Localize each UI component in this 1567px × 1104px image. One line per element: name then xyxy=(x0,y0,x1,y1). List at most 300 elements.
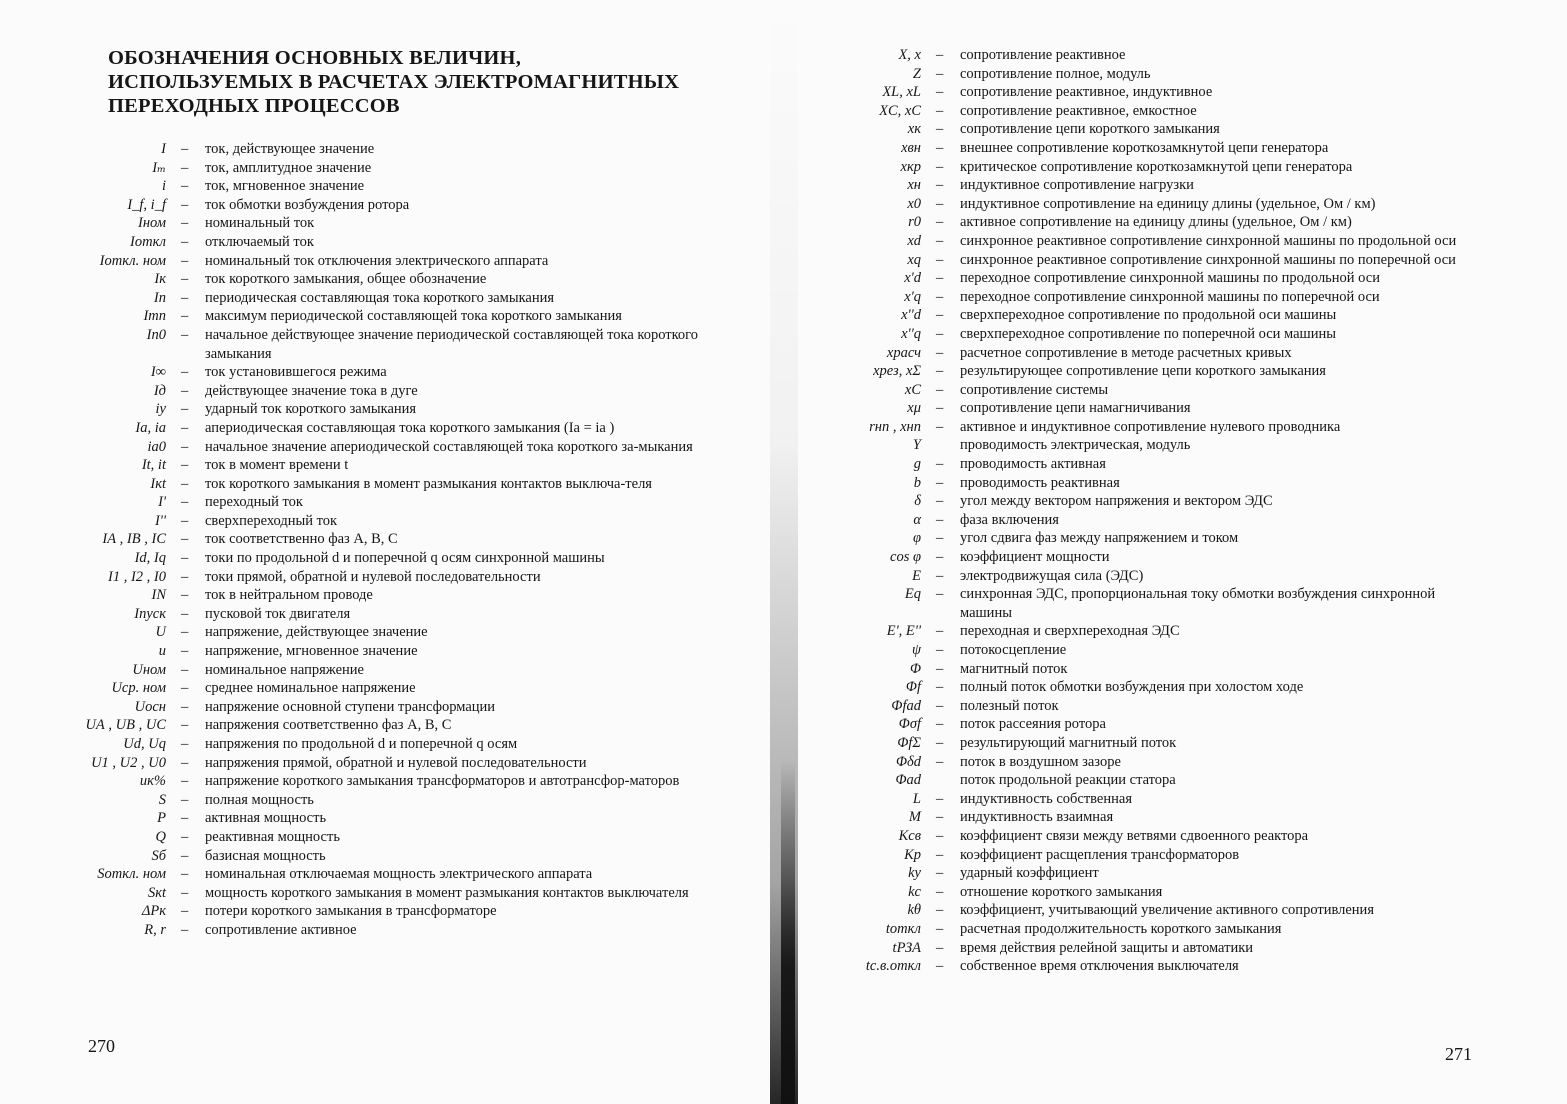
symbol-description: номинальный ток отключения электрического аппарата xyxy=(205,252,549,269)
dash: – xyxy=(936,734,944,751)
symbol-entry xyxy=(834,251,1460,270)
dash: – xyxy=(936,121,944,138)
symbol: Eq xyxy=(904,586,921,603)
symbol-entry xyxy=(834,344,1460,363)
dash: – xyxy=(181,531,189,548)
symbol: I' xyxy=(158,494,166,511)
symbol-entry xyxy=(70,605,702,624)
symbol-description: проводимость электрическая, модуль xyxy=(960,437,1191,454)
symbol-description: апериодическая составляющая тока короткого замыкания (Iа = iа ) xyxy=(205,419,615,436)
dash: – xyxy=(936,158,944,175)
symbol: E', E'' xyxy=(886,623,921,640)
symbol: ΦfΣ xyxy=(897,734,921,751)
symbol-entry xyxy=(834,120,1460,139)
symbol: g xyxy=(913,456,921,473)
symbol-entry xyxy=(834,399,1460,418)
symbol-description: внешнее сопротивление короткозамкнутой цепи генератора xyxy=(960,139,1329,156)
symbol-entry xyxy=(70,512,702,531)
symbol-entry xyxy=(70,382,702,401)
symbol: Uном xyxy=(132,661,166,678)
symbol-description: базисная мощность xyxy=(205,847,326,864)
dash: – xyxy=(181,401,189,418)
symbol-description: потокосцепление xyxy=(960,642,1067,658)
dash: – xyxy=(936,753,944,770)
dash: – xyxy=(181,252,189,269)
dash: – xyxy=(936,809,944,826)
symbol-entry xyxy=(834,567,1460,586)
symbol: b xyxy=(913,474,921,491)
symbol-description: начальное значение апериодической составляющей тока короткого за-мыкания xyxy=(205,438,693,455)
symbol-entry xyxy=(834,102,1460,121)
symbol-entry xyxy=(834,753,1460,772)
symbol-description: проводимость реактивная xyxy=(960,474,1120,491)
page-number: 270 xyxy=(88,1036,115,1056)
dash: – xyxy=(936,139,944,156)
symbol-description: ток, амплитудное значение xyxy=(205,159,372,176)
dash: – xyxy=(181,903,189,920)
symbol: i xyxy=(161,178,166,195)
symbol-entry xyxy=(70,159,702,178)
symbol-description: переходная и сверхпереходная ЭДС xyxy=(960,623,1180,640)
symbol-entry xyxy=(834,864,1460,883)
dash: – xyxy=(181,178,189,195)
symbol: rнп , xнп xyxy=(869,418,921,435)
symbol-description: сопротивление реактивное xyxy=(960,47,1126,63)
symbol-description: отключаемый ток xyxy=(205,233,314,250)
symbol: R, r xyxy=(144,921,166,938)
symbol-description: ток, мгновенное значение xyxy=(205,178,365,195)
symbol: I1 , I2 , I0 xyxy=(108,568,166,585)
symbol: xкр xyxy=(900,158,921,175)
symbol-description: напряжения прямой, обратной и нулевой последовательности xyxy=(205,754,587,771)
dash: – xyxy=(936,586,944,603)
dash: – xyxy=(181,382,189,399)
dash: – xyxy=(936,214,944,231)
symbol: φ xyxy=(912,530,921,547)
dash: – xyxy=(936,381,944,398)
symbol-entry xyxy=(70,270,702,289)
dash: – xyxy=(181,866,189,883)
dash: – xyxy=(936,865,944,882)
symbol-description: активная мощность xyxy=(205,810,327,827)
symbol-description: сопротивление цепи короткого замыкания xyxy=(960,121,1220,138)
symbol-description: сопротивление системы xyxy=(960,381,1109,398)
symbol-entry xyxy=(70,828,702,847)
symbol-entry xyxy=(834,83,1460,102)
symbol: Iпуск xyxy=(134,605,166,622)
symbol-description: коэффициент расщепления трансформаторов xyxy=(960,846,1240,863)
symbol: iа0 xyxy=(147,438,166,455)
symbol-description: угол сдвига фаз между напряжением и током xyxy=(960,530,1239,547)
dash: – xyxy=(936,344,944,361)
symbol-description: переходное сопротивление синхронной машины по поперечной оси xyxy=(960,288,1380,305)
symbol-entry xyxy=(834,715,1460,734)
dash: – xyxy=(936,232,944,249)
dash: – xyxy=(181,141,189,157)
dash: – xyxy=(936,456,944,473)
symbol-description: сопротивление реактивное, емкостное xyxy=(960,102,1197,119)
dash: – xyxy=(181,271,189,288)
symbol-entry xyxy=(834,418,1460,437)
symbol-description: поток рассеяния ротора xyxy=(960,716,1106,733)
dash: – xyxy=(936,400,944,417)
symbol-entry xyxy=(70,642,702,661)
symbol: I'' xyxy=(154,512,166,529)
symbol-entry xyxy=(834,771,1460,790)
symbol: Φf xyxy=(905,679,921,696)
symbol-description: переходный ток xyxy=(205,494,303,511)
symbol-description: полный поток обмотки возбуждения при холостом ходе xyxy=(960,679,1304,696)
dash: – xyxy=(936,883,944,900)
symbol-description: индуктивность собственная xyxy=(960,790,1132,807)
symbol: P xyxy=(157,810,166,827)
dash: – xyxy=(181,587,189,604)
symbol-entry xyxy=(834,232,1460,251)
symbol-description: ток установившегося режима xyxy=(205,364,387,381)
dash: – xyxy=(936,251,944,268)
dash: – xyxy=(181,736,189,752)
symbol: Iп xyxy=(153,289,166,306)
page-heading xyxy=(108,46,679,118)
symbol-entry xyxy=(70,661,702,680)
dash: – xyxy=(181,643,189,660)
symbol-entry xyxy=(834,939,1460,958)
heading-line: ПЕРЕХОДНЫХ ПРОЦЕССОВ xyxy=(108,95,400,117)
symbol: xμ xyxy=(907,400,921,417)
dash: – xyxy=(181,215,189,232)
symbol-entry xyxy=(70,177,702,196)
dash: – xyxy=(181,364,189,381)
symbol-description: индуктивное сопротивление нагрузки xyxy=(960,177,1194,194)
symbol-description: токи прямой, обратной и нулевой последовательности xyxy=(205,568,541,585)
symbol: Iоткл xyxy=(130,233,166,250)
symbol: x''q xyxy=(901,325,921,342)
symbol-entry xyxy=(834,46,1460,65)
symbol-entry xyxy=(834,269,1460,288)
dash: – xyxy=(936,363,944,380)
symbol-entry xyxy=(70,475,702,494)
symbol: tоткл xyxy=(885,920,921,937)
symbol-entry xyxy=(834,901,1460,920)
symbol: x''d xyxy=(901,307,921,324)
symbol: tс.в.откл xyxy=(865,958,921,975)
symbol-description: среднее номинальное напряжение xyxy=(205,680,416,697)
symbol-entry xyxy=(834,362,1460,381)
symbol: Φfad xyxy=(891,697,921,714)
symbol: Sкt xyxy=(147,884,166,901)
symbol: Sб xyxy=(151,847,166,864)
symbol-description: проводимость активная xyxy=(960,456,1106,473)
symbol-entry xyxy=(834,585,1460,622)
symbol-description: электродвижущая сила (ЭДС) xyxy=(960,567,1144,584)
symbol-entry xyxy=(70,140,702,159)
symbol: xн xyxy=(907,177,921,194)
page-number: 271 xyxy=(1445,1044,1472,1064)
symbol-description: переходное сопротивление синхронной машины по продольной оси xyxy=(960,270,1380,287)
symbol-entry xyxy=(70,884,702,903)
symbol-description: номинальная отключаемая мощность электрического аппарата xyxy=(205,866,593,883)
symbol-description: ударный ток короткого замыкания xyxy=(205,401,417,418)
symbol: δ xyxy=(914,493,921,510)
symbol-description: ток, действующее значение xyxy=(205,141,375,157)
symbol-description: полная мощность xyxy=(205,791,314,808)
dash: – xyxy=(936,846,944,863)
dash: – xyxy=(936,716,944,733)
symbol: Y xyxy=(912,437,921,454)
symbol: Iа, iа xyxy=(135,419,166,436)
symbol: Iкt xyxy=(150,475,166,492)
symbol: kу xyxy=(908,865,921,882)
dash: – xyxy=(936,307,944,324)
dash: – xyxy=(936,697,944,714)
dash: – xyxy=(181,308,189,325)
symbol-description: результирующее сопротивление цепи короткого замыкания xyxy=(960,363,1326,380)
symbol-entry xyxy=(834,139,1460,158)
symbol-entry xyxy=(834,846,1460,865)
symbol-description: мощность короткого замыкания в момент размыкания контактов выключателя xyxy=(205,884,689,901)
symbol-entry xyxy=(70,456,702,475)
symbol-description: коэффициент мощности xyxy=(960,549,1110,566)
symbol-description: угол между вектором напряжения и вектором ЭДС xyxy=(960,493,1273,510)
dash: – xyxy=(181,550,189,567)
symbol-entry xyxy=(834,213,1460,232)
dash: – xyxy=(936,660,944,677)
symbol: xq xyxy=(907,251,921,268)
symbol: Imп xyxy=(143,308,166,325)
symbol: Iд xyxy=(153,382,166,399)
symbol-description: активное и индуктивное сопротивление нулевого проводника xyxy=(960,418,1341,435)
symbol-entry xyxy=(834,734,1460,753)
dash: – xyxy=(936,549,944,566)
symbol-description: собственное время отключения выключателя xyxy=(960,958,1239,975)
right-page xyxy=(790,0,1567,1104)
symbol-description: номинальный ток xyxy=(205,215,315,232)
symbol: UА , UВ , UС xyxy=(85,717,166,734)
symbol-entry xyxy=(834,492,1460,511)
symbol: Iном xyxy=(138,215,166,232)
symbol-entry xyxy=(834,158,1460,177)
symbol-description: ударный коэффициент xyxy=(960,865,1099,882)
symbol-description: синхронная ЭДС, пропорциональная току обмотки возбуждения синхронной машины xyxy=(960,586,1436,621)
symbol: Uср. ном xyxy=(111,680,166,697)
symbol: Kсв xyxy=(898,827,921,844)
symbol: S xyxy=(158,791,166,808)
dash: – xyxy=(181,438,189,455)
symbol: Sоткл. ном xyxy=(97,866,166,883)
symbol-list-right xyxy=(834,46,1460,976)
symbol-entry xyxy=(70,493,702,512)
symbol: Kр xyxy=(904,846,921,863)
symbol-entry xyxy=(834,808,1460,827)
symbol: kθ xyxy=(907,902,921,919)
symbol-entry xyxy=(834,195,1460,214)
heading-line: ОБОЗНАЧЕНИЯ ОСНОВНЫХ ВЕЛИЧИН, xyxy=(108,47,522,69)
symbol: x'd xyxy=(904,270,921,287)
dash: – xyxy=(936,567,944,584)
dash: – xyxy=(181,773,189,790)
symbol-entry xyxy=(70,716,702,735)
symbol-description: поток в воздушном зазоре xyxy=(960,753,1121,770)
symbol-entry xyxy=(70,549,702,568)
dash: – xyxy=(936,623,944,640)
symbol-description: сопротивление активное xyxy=(205,921,357,938)
symbol: L xyxy=(912,790,921,807)
symbol-description: максимум периодической составляющей тока короткого замыкания xyxy=(205,308,622,325)
symbol: E xyxy=(912,567,921,584)
dash: – xyxy=(936,270,944,287)
symbol: I xyxy=(161,141,166,157)
symbol-entry xyxy=(70,289,702,308)
symbol-description: индуктивность взаимная xyxy=(960,809,1114,826)
dash: – xyxy=(181,512,189,529)
dash: – xyxy=(181,810,189,827)
dash: – xyxy=(936,325,944,342)
symbol-description: синхронное реактивное сопротивление синхронной машины по поперечной оси xyxy=(960,251,1456,268)
symbol-entry xyxy=(70,568,702,587)
symbol-description: сверхпереходное сопротивление по продольной оси машины xyxy=(960,307,1337,324)
symbol-entry xyxy=(70,809,702,828)
symbol-description: потери короткого замыкания в трансформаторе xyxy=(205,903,497,920)
symbol: Φσf xyxy=(898,716,921,733)
dash: – xyxy=(181,419,189,436)
dash: – xyxy=(181,196,189,213)
symbol: Q xyxy=(155,828,166,845)
symbol-description: ток обмотки возбуждения ротора xyxy=(205,196,410,213)
symbol-description: синхронное реактивное сопротивление синхронной машины по продольной оси xyxy=(960,232,1457,249)
symbol: ΔPк xyxy=(141,903,166,920)
dash: – xyxy=(181,475,189,492)
symbol-entry xyxy=(70,623,702,642)
symbol-entry xyxy=(834,288,1460,307)
symbol: xрез, xΣ xyxy=(873,363,921,380)
dash: – xyxy=(181,698,189,715)
dash: – xyxy=(181,624,189,641)
symbol-description: действующее значение тока в дуге xyxy=(205,382,418,399)
symbol-entry xyxy=(834,641,1460,660)
symbol-entry xyxy=(70,865,702,884)
symbol: ψ xyxy=(911,642,921,658)
dash: – xyxy=(181,847,189,864)
symbol: xвн xyxy=(901,139,921,156)
symbol: x0 xyxy=(907,195,921,212)
symbol-entry xyxy=(70,921,702,940)
dash: – xyxy=(181,661,189,678)
dash: – xyxy=(936,288,944,305)
symbol: X, x xyxy=(898,47,921,63)
dash: – xyxy=(936,939,944,956)
symbol-entry xyxy=(70,586,702,605)
symbol-entry xyxy=(834,529,1460,548)
symbol-entry xyxy=(834,306,1460,325)
symbol-entry xyxy=(70,307,702,326)
symbol: Iоткл. ном xyxy=(99,252,166,269)
symbol: Iп0 xyxy=(146,326,166,343)
symbol: M xyxy=(908,809,921,826)
dash: – xyxy=(181,884,189,901)
symbol-entry xyxy=(70,233,702,252)
symbol-description: критическое сопротивление короткозамкнутой цепи генератора xyxy=(960,158,1353,175)
symbol-entry xyxy=(834,548,1460,567)
dash: – xyxy=(936,530,944,547)
symbol-description: сопротивление полное, модуль xyxy=(960,65,1151,82)
symbol-description: ток соответственно фаз А, В, С xyxy=(205,531,398,548)
heading-line: ИСПОЛЬЗУЕМЫХ В РАСЧЕТАХ ЭЛЕКТРОМАГНИТНЫХ xyxy=(108,71,680,93)
symbol-entry xyxy=(834,436,1460,455)
symbol-description: начальное действующее значение периодической составляющей тока короткого замыкания xyxy=(205,326,698,362)
symbol-description: поток продольной реакции статора xyxy=(960,772,1176,789)
symbol: I∞ xyxy=(150,364,166,381)
symbol-description: напряжение основной ступени трансформации xyxy=(205,698,496,715)
symbol-entry xyxy=(70,754,702,773)
symbol-list-left xyxy=(70,140,702,940)
dash: – xyxy=(181,605,189,622)
symbol-description: сверхпереходный ток xyxy=(205,512,338,529)
symbol-entry xyxy=(834,678,1460,697)
left-page xyxy=(0,0,775,1104)
symbol: XC, xC xyxy=(879,102,921,119)
symbol: cos φ xyxy=(890,549,921,566)
dash: – xyxy=(936,493,944,510)
symbol: Φ xyxy=(909,660,921,677)
symbol-description: ток короткого замыкания, общее обозначение xyxy=(205,271,487,288)
symbol: u xyxy=(158,643,166,660)
dash: – xyxy=(936,47,944,63)
symbol: U1 , U2 , U0 xyxy=(91,754,166,771)
symbol-entry xyxy=(70,252,702,271)
symbol-description: напряжения по продольной d и поперечной q осям xyxy=(205,736,518,752)
dash: – xyxy=(936,920,944,937)
symbol-description: индуктивное сопротивление на единицу длины (удельное, Ом / км) xyxy=(960,195,1376,212)
symbol: Φad xyxy=(895,772,921,789)
symbol-entry xyxy=(70,679,702,698)
dash: – xyxy=(181,159,189,176)
dash: – xyxy=(936,102,944,119)
dash: – xyxy=(936,790,944,807)
symbol: IА , IВ , IС xyxy=(102,531,166,548)
symbol: U xyxy=(155,624,166,641)
symbol-entry xyxy=(70,902,702,921)
dash: – xyxy=(181,494,189,511)
symbol-entry xyxy=(70,847,702,866)
symbol-entry xyxy=(834,455,1460,474)
symbol-entry xyxy=(70,326,702,363)
dash: – xyxy=(936,195,944,212)
symbol: xрасч xyxy=(886,344,921,361)
symbol-entry xyxy=(70,698,702,717)
dash: – xyxy=(181,921,189,938)
dash: – xyxy=(936,65,944,82)
symbol-description: результирующий магнитный поток xyxy=(960,734,1177,751)
symbol: uк% xyxy=(139,773,166,790)
symbol-description: напряжение, действующее значение xyxy=(205,624,428,641)
dash: – xyxy=(936,474,944,491)
symbol-description: активное сопротивление на единицу длины (удельное, Ом / км) xyxy=(960,214,1352,231)
symbol-entry xyxy=(834,957,1460,976)
symbol-description: расчетное сопротивление в методе расчетных кривых xyxy=(960,344,1292,361)
dash: – xyxy=(936,679,944,696)
symbol: Z xyxy=(912,65,921,82)
symbol-description: время действия релейной защиты и автоматики xyxy=(960,939,1254,956)
symbol: IN xyxy=(151,587,166,604)
symbol-description: коэффициент, учитывающий увеличение активного сопротивления xyxy=(960,902,1374,919)
symbol-description: напряжения соответственно фаз А, В, С xyxy=(205,717,452,734)
dash: – xyxy=(181,289,189,306)
symbol: α xyxy=(913,511,921,528)
symbol-entry xyxy=(834,325,1460,344)
symbol: Ud, Uq xyxy=(123,736,166,752)
symbol-entry xyxy=(834,474,1460,493)
symbol-entry xyxy=(834,827,1460,846)
